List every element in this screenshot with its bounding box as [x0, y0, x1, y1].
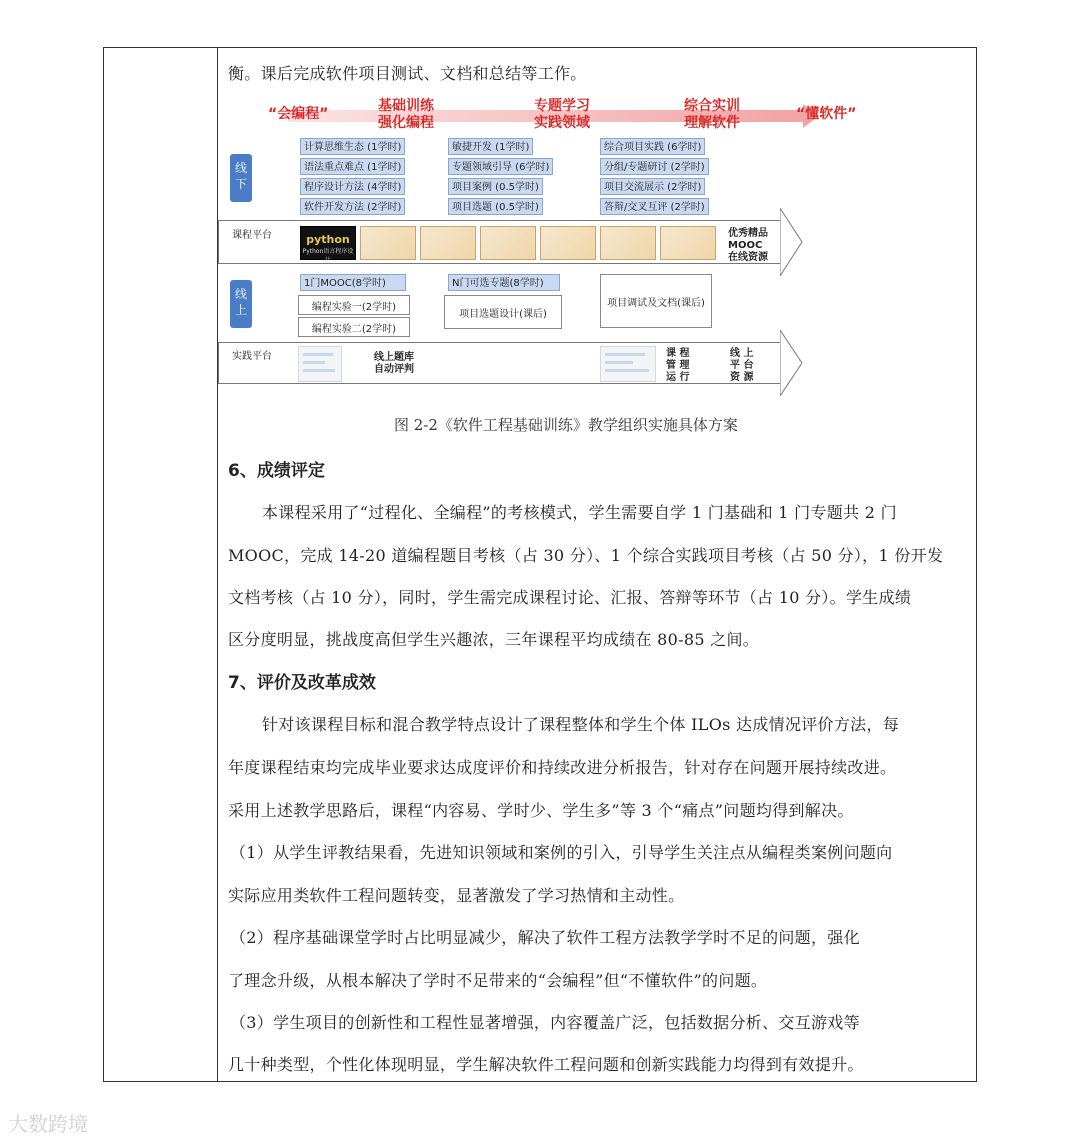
- section6-title: 6、成绩评定: [228, 461, 325, 481]
- practice-platform-label: 实践平台: [232, 351, 272, 362]
- document-table: [103, 47, 977, 1082]
- label-understand-software: “懂软件”: [796, 106, 857, 122]
- section6-line: 区分度明显，挑战度高但学生兴趣浓，三年课程平均成绩在 80-85 之间。: [228, 630, 760, 649]
- online-item: 编程实验一(2学时): [298, 295, 410, 315]
- stage2-line1: 专题学习: [534, 98, 590, 114]
- online-item: N门可选专题(8学时): [448, 274, 560, 291]
- course-platform-label: 课程平台: [232, 230, 272, 241]
- offline-item: 项目选题 (0.5学时): [448, 198, 543, 215]
- online-item: 项目调试及文档(课后): [600, 274, 712, 328]
- online-badge: 线上: [230, 280, 252, 328]
- online-item: 编程实验二(2学时): [298, 317, 410, 337]
- figure-caption: 图 2-2《软件工程基础训练》教学组织实施具体方案: [394, 416, 738, 434]
- stage1-line2: 强化编程: [378, 115, 434, 131]
- offline-item: 敏捷开发 (1学时): [448, 138, 533, 155]
- left-column: [104, 48, 218, 1081]
- course-thumb: [540, 226, 596, 260]
- section7-title: 7、评价及改革成效: [228, 673, 376, 693]
- section7-line: 几十种类型，个性化体现明显，学生解决软件工程问题和创新实践能力均得到有效提升。: [228, 1055, 864, 1074]
- offline-item: 综合项目实践 (6学时): [600, 138, 705, 155]
- section7-line: 了理念升级，从根本解决了学时不足带来的“会编程”但“不懂软件”的问题。: [228, 971, 768, 990]
- offline-item: 计算思维生态 (1学时): [300, 138, 405, 155]
- offline-item: 项目交流展示 (2学时): [600, 178, 705, 195]
- practice-screenshot: [600, 346, 656, 382]
- course-thumb: [420, 226, 476, 260]
- stage1-line1: 基础训练: [378, 98, 434, 114]
- stage3-line1: 综合实训: [684, 98, 740, 114]
- offline-item: 答辩/交叉互评 (2学时): [600, 198, 709, 215]
- offline-item: 程序设计方法 (4学时): [300, 178, 405, 195]
- practice-screenshot: [298, 346, 342, 382]
- section7-line: 针对该课程目标和混合教学特点设计了课程整体和学生个体 ILOs 达成情况评价方法，每: [262, 715, 900, 734]
- offline-badge: 线下: [230, 154, 252, 202]
- section7-line: （2）程序基础课堂学时占比明显减少，解决了软件工程方法教学学时不足的问题，强化: [230, 928, 860, 947]
- platform-right-text: 优秀精品 MOOC 在线资源: [728, 228, 768, 263]
- section7-line: （1）从学生评教结果看，先进知识领域和案例的引入，引导学生关注点从编程类案例问题向: [230, 843, 893, 862]
- stage2-line2: 实践领域: [534, 115, 590, 131]
- practice-right-text-2: 线 上 平 台 资 源: [730, 348, 754, 383]
- offline-item: 软件开发方法 (2学时): [300, 198, 405, 215]
- course-thumb: [360, 226, 416, 260]
- course-thumb: [600, 226, 656, 260]
- offline-item: 专题领域引导 (6学时): [448, 158, 553, 175]
- section6-line: 本课程采用了“过程化、全编程”的考核模式，学生需要自学 1 门基础和 1 门专题共 2 门: [262, 503, 897, 522]
- course-platform-arrowhead: [780, 208, 804, 276]
- practice-mid-text: 线上题库 自动评判: [374, 352, 414, 375]
- offline-item: 项目案例 (0.5学时): [448, 178, 543, 195]
- section6-line: MOOC，完成 14-20 道编程题目考核（占 30 分）、1 个综合实践项目考核（占 50 分），1 份开发: [228, 546, 944, 565]
- stage2-title: [534, 98, 590, 132]
- stage3-title: [684, 98, 740, 132]
- course-thumb: [660, 226, 716, 260]
- section7-line: （3）学生项目的创新性和工程性显著增强，内容覆盖广泛，包括数据分析、交互游戏等: [230, 1013, 860, 1032]
- offline-item: 语法重点难点 (1学时): [300, 158, 405, 175]
- offline-item: 分组/专题研讨 (2学时): [600, 158, 709, 175]
- watermark: 大数跨境: [8, 1112, 88, 1136]
- online-item: 项目选题设计(课后): [444, 295, 562, 329]
- section6-line: 文档考核（占 10 分），同时，学生需完成课程讨论、汇报、答辩等环节（占 10 分）。学生成绩: [228, 588, 912, 607]
- stage1-title: [378, 98, 434, 132]
- teaching-plan-diagram: [218, 98, 857, 398]
- course-thumb: [480, 226, 536, 260]
- label-can-program: “会编程”: [268, 106, 329, 122]
- online-item: 1门MOOC(8学时): [300, 274, 406, 291]
- section7-line: 实际应用类软件工程问题转变，显著激发了学习热情和主动性。: [228, 886, 685, 905]
- section7-line: 采用上述教学思路后，课程“内容易、学时少、学生多”等 3 个“痛点”问题均得到解决。: [228, 801, 854, 820]
- section7-line: 年度课程结束均完成毕业要求达成度评价和持续改进分析报告，针对存在问题开展持续改进。: [228, 758, 897, 777]
- practice-platform-arrowhead: [780, 330, 804, 396]
- practice-right-text-1: 课 程 管 理 运 行: [666, 348, 690, 383]
- stage3-line2: 理解软件: [684, 115, 740, 131]
- python-course-thumb: python Python语言程序设计: [300, 226, 356, 260]
- intro-line: 衡。课后完成软件项目测试、文档和总结等工作。: [228, 64, 587, 83]
